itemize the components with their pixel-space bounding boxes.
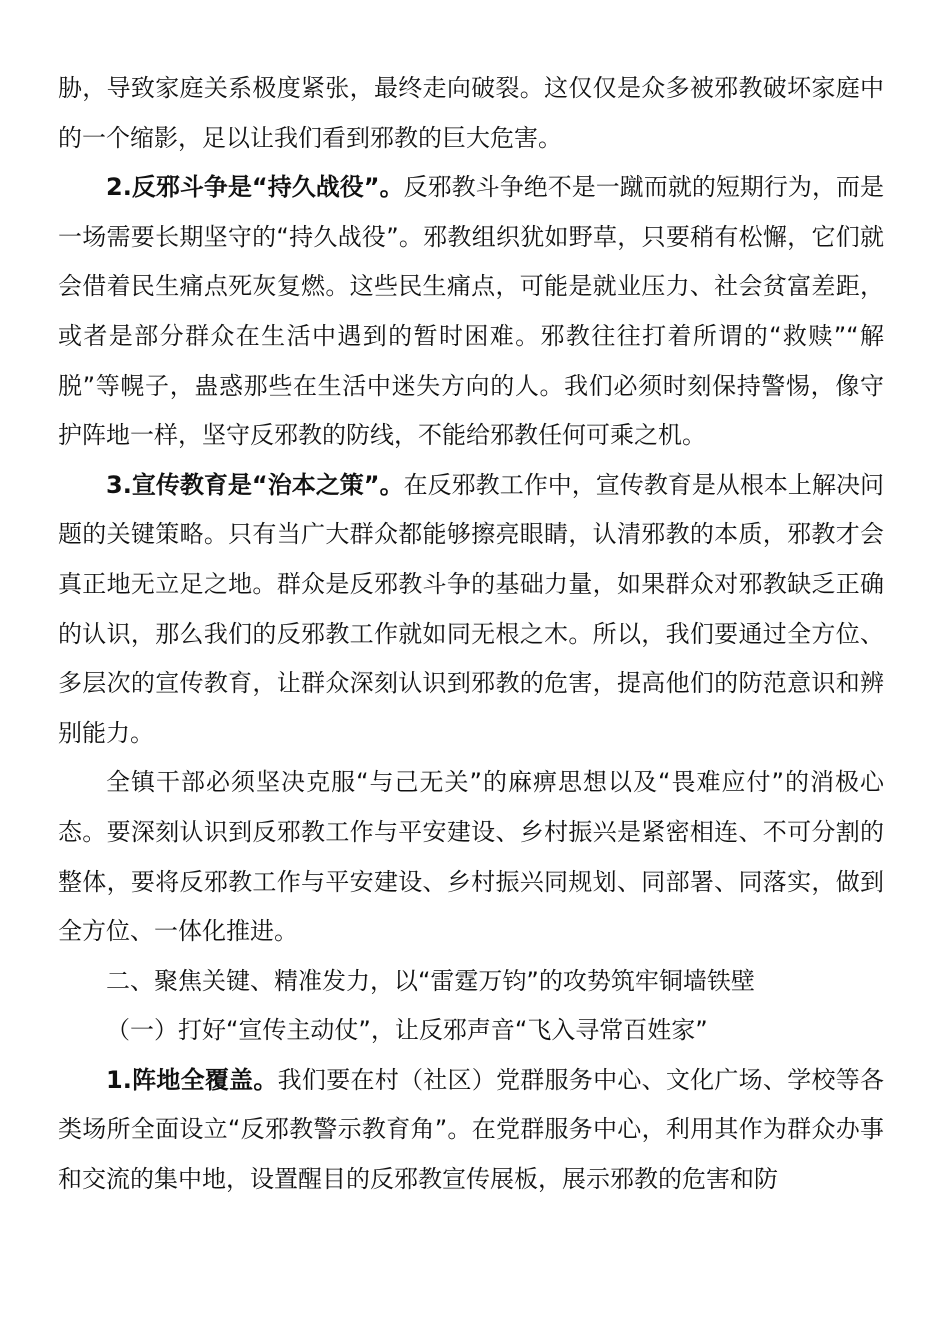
paragraph-text: 在反邪教工作中，宣传教育是从根本上解决问题的关键策略。只有当广大群众都能够擦亮眼睛，认清邪教的本质，邪教才会真正地无立足之地。群众是反邪教斗争的基础力量，如果群众对邪教缺乏正确的认识，那么我们的反邪教工作就如同无根之木。所以，我们要通过全方位、多层次的宣传教育，让群众深刻认识到邪教的危害，提高他们的防范意识和辨别能力。: [58, 470, 884, 747]
paragraph-text: 反邪教斗争绝不是一蹴而就的短期行为，而是一场需要长期坚守的“持久战役”。邪教组织犹如野草，只要稍有松懈，它们就会借着民生痛点死灰复燃。这些民生痛点，可能是就业压力、社会贫富差距，或者是部分群众在生活中遇到的暂时困难。邪教往往打着所谓的“救赎”“解脱”等幌子，蛊惑那些在生活中迷失方向的人。我们必须时刻保持警惕，像守护阵地一样，坚守反邪教的防线，不能给邪教任何可乘之机。: [58, 173, 884, 450]
paragraph-text: 胁，导致家庭关系极度紧张，最终走向破裂。这仅仅是众多被邪教破坏家庭中的一个缩影，足以让我们看到邪教的巨大危害。: [58, 74, 884, 152]
paragraph-cadre-requirements: [58, 758, 884, 956]
paragraph-text: 全镇干部必须坚决克服“与己无关”的麻痹思想以及“畏难应付”的消极心态。要深刻认识到反邪教工作与平安建设、乡村振兴是紧密相连、不可分割的整体，要将反邪教工作与平安建设、乡村振兴同规划、同部署、同落实，做到全方位、一体化推进。: [58, 768, 884, 946]
heading-text: （一）打好“宣传主动仗”，让反邪声音“飞入寻常百姓家”: [106, 1016, 708, 1045]
subsection-heading-1: [58, 1006, 884, 1056]
document-page: [58, 64, 884, 1205]
paragraph-lead: 3.宣传教育是“治本之策”。: [106, 470, 404, 499]
paragraph-lead: 1.阵地全覆盖。: [106, 1065, 278, 1094]
paragraph-text: 我们要在村（社区）党群服务中心、文化广场、学校等各类场所全面设立“反邪教警示教育角”。在党群服务中心，利用其作为群众办事和交流的集中地，设置醒目的反邪教宣传展板，展示邪教的危害和防: [58, 1065, 884, 1194]
paragraph-education-strategy: [58, 461, 884, 759]
paragraph-lead: 2.反邪斗争是“持久战役”。: [106, 173, 404, 202]
paragraph-full-coverage: [58, 1056, 884, 1205]
paragraph-continuation: [58, 64, 884, 163]
heading-text: 二、聚焦关键、精准发力，以“雷霆万钧”的攻势筑牢铜墙铁壁: [106, 966, 755, 995]
section-heading-2: [58, 957, 884, 1007]
paragraph-long-term-battle: [58, 163, 884, 461]
